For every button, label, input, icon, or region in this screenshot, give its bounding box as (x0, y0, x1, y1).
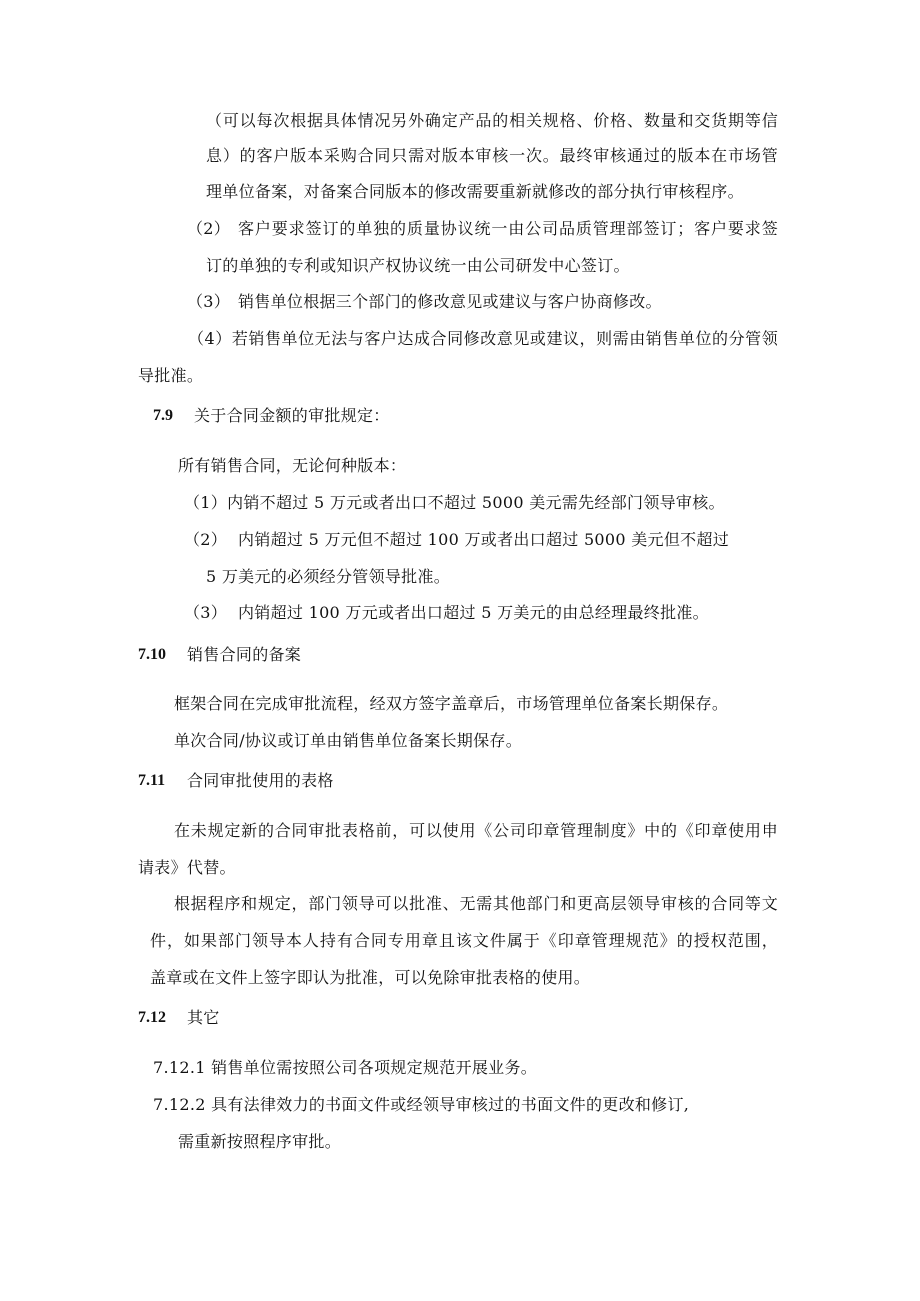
section-7-11-para-1-line-1: 在未规定新的合同审批表格前，可以使用《公司印章管理制度》中的《印章使用申 (174, 821, 778, 840)
section-7-11-para-1-line-2: 请表》代替。 (138, 858, 236, 877)
item-2-line-1: 客户要求签订的单独的质量协议统一由公司品质管理部签订；客户要求签 (238, 219, 778, 238)
item-4-line-1: （4）若销售单位无法与客户达成合同修改意见或建议，则需由销售单位的分管领 (188, 329, 778, 348)
section-7-10-title: 销售合同的备案 (187, 645, 302, 664)
section-7-12-clause-1: 7.12.1 销售单位需按照公司各项规定规范开展业务。 (153, 1058, 538, 1077)
section-7-9-rule-1: （1）内销不超过 5 万元或者出口不超过 5000 美元需先经部门领导审核。 (184, 493, 725, 512)
section-7-12-title: 其它 (187, 1008, 220, 1027)
section-7-11-para-2-line-2: 件，如果部门领导本人持有合同专用章且该文件属于《印章管理规范》的授权范围， (150, 931, 778, 950)
section-7-12-clause-2-line-1: 7.12.2 具有法律效力的书面文件或经领导审核过的书面文件的更改和修订, (153, 1095, 690, 1114)
section-7-12-number: 7.12 (138, 1009, 166, 1026)
section-7-9-rule-2-line-1: 内销超过 5 万元但不超过 100 万或者出口超过 5000 美元但不超过 (238, 530, 730, 549)
item-2-line-2: 订的单独的专利或知识产权协议统一由公司研发中心签订。 (206, 256, 630, 275)
section-7-9-number: 7.9 (153, 407, 173, 424)
section-7-9-title: 关于合同金额的审批规定： (194, 406, 390, 425)
section-7-11-para-2-line-3: 盖章或在文件上签字即认为批准，可以免除审批表格的使用。 (150, 968, 591, 987)
top-paragraph-line-2: 息）的客户版本采购合同只需对版本审核一次。最终审核通过的版本在市场管 (206, 146, 778, 165)
section-7-10-number: 7.10 (138, 646, 166, 663)
section-7-9-intro: 所有销售合同，无论何种版本： (178, 456, 407, 475)
section-7-12-clause-2-line-2: 需重新按照程序审批。 (178, 1132, 342, 1151)
section-7-10-para-1: 框架合同在完成审批流程，经双方签字盖章后，市场管理单位备案长期保存。 (174, 694, 729, 713)
section-7-11-number: 7.11 (138, 772, 166, 789)
top-paragraph-line-1: （可以每次根据具体情况另外确定产品的相关规格、价格、数量和交货期等信 (206, 111, 778, 130)
section-7-9-rule-2-line-2: 5 万美元的必须经分管领导批准。 (206, 567, 451, 586)
top-paragraph-line-3: 理单位备案，对备案合同版本的修改需要重新就修改的部分执行审核程序。 (206, 182, 744, 201)
item-2-marker: （2） (187, 219, 231, 238)
section-7-11-para-2-line-1: 根据程序和规定，部门领导可以批准、无需其他部门和更高层领导审核的合同等文 (174, 894, 778, 913)
section-7-9-rule-2-marker: （2） (184, 530, 228, 549)
section-7-11-title: 合同审批使用的表格 (187, 771, 334, 790)
item-3-marker: （3） (187, 292, 231, 311)
item-3-text: 销售单位根据三个部门的修改意见或建议与客户协商修改。 (238, 292, 662, 311)
item-4-line-2: 导批准。 (138, 366, 204, 385)
section-7-10-para-2: 单次合同/协议或订单由销售单位备案长期保存。 (174, 731, 522, 750)
section-7-9-rule-3-marker: （3） (184, 603, 228, 622)
section-7-9-rule-3-text: 内销超过 100 万元或者出口超过 5 万美元的由总经理最终批准。 (238, 603, 709, 622)
